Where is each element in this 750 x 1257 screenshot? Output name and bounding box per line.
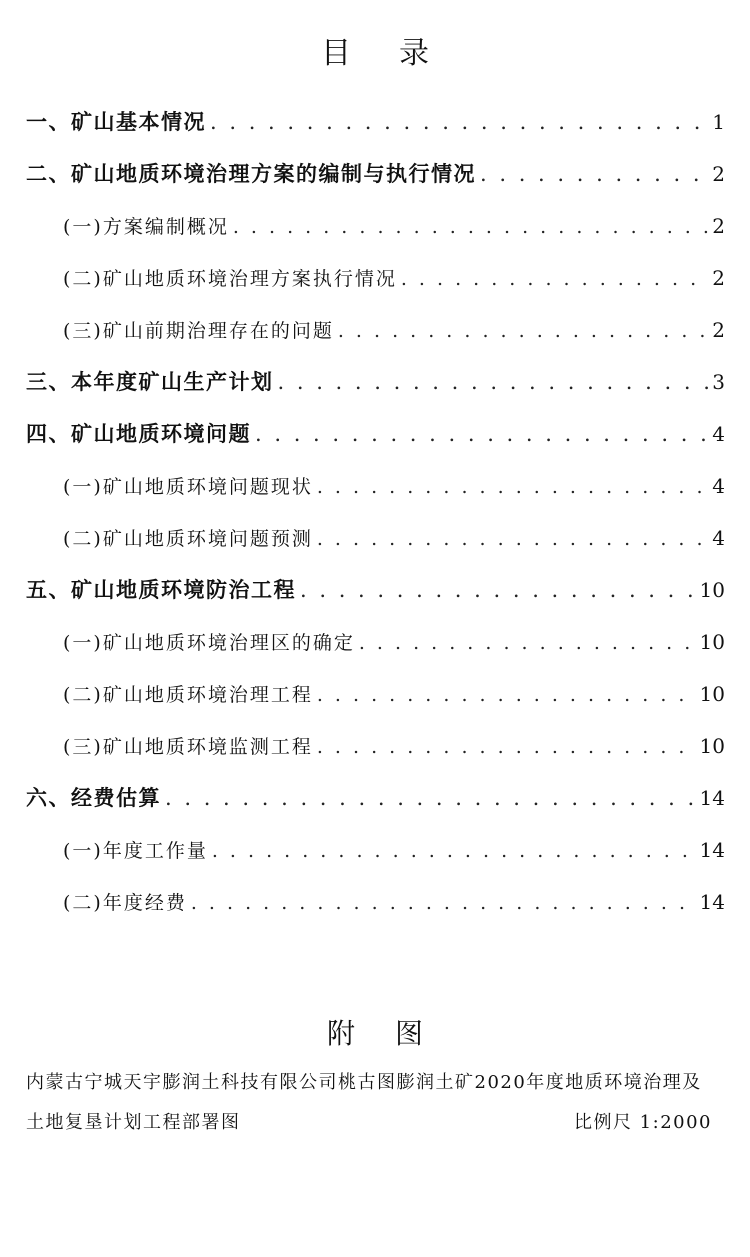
toc-entry-label: (一)矿山地质环境问题现状 [63,476,313,498]
dot-leader [317,467,708,507]
toc-entry-page: 10 [699,578,725,602]
toc-entry[interactable] [26,414,725,454]
toc-subentry[interactable] [63,310,725,350]
toc-entry-page: 2 [712,162,725,186]
toc-entry-page: 14 [699,838,725,862]
toc-entry-page: 2 [712,266,725,290]
toc-entry[interactable] [26,570,725,610]
toc-entry-label: (二)矿山地质环境治理工程 [63,684,313,706]
dot-leader [317,519,708,559]
dot-leader [359,623,696,663]
dot-leader [212,831,696,871]
toc-entry-label: 六、经费估算 [26,785,161,810]
dot-leader [233,207,708,247]
dot-leader [338,311,708,351]
toc-entry-label: 四、矿山地质环境问题 [26,421,251,446]
toc-entry-label: (三)矿山地质环境监测工程 [63,736,313,758]
toc-entry-label: 二、矿山地质环境治理方案的编制与执行情况 [26,161,476,186]
toc-entry-page: 4 [712,526,725,550]
toc-entry[interactable] [26,154,725,194]
toc-entry-page: 2 [712,318,725,342]
toc-entry-page: 3 [712,370,725,394]
appendix-title: 附图 [326,1017,463,1050]
toc-entry-label: (二)年度经费 [63,892,187,914]
dot-leader [210,102,708,142]
dot-leader [317,675,696,715]
toc-subentry[interactable] [63,882,725,922]
toc-subentry[interactable] [63,622,725,662]
toc-subentry[interactable] [63,674,725,714]
toc-entry-label: 三、本年度矿山生产计划 [26,369,274,394]
dot-leader [480,154,708,194]
toc-entry-page: 14 [699,786,725,810]
dot-leader [317,727,696,767]
toc-entry-label: (一)方案编制概况 [63,216,229,238]
toc-entry-label: (一)年度工作量 [63,840,208,862]
toc-entry[interactable] [26,102,725,142]
dot-leader [191,883,696,923]
appendix-caption-line-2: 土地复垦计划工程部署图 [26,1112,241,1133]
toc-entry-label: 一、矿山基本情况 [26,109,206,134]
toc-entry-page: 4 [712,474,725,498]
toc-subentry[interactable] [63,726,725,766]
toc-entry-page: 4 [712,422,725,446]
toc-subentry[interactable] [63,206,725,246]
toc-subentry[interactable] [63,830,725,870]
toc-entry-label: (二)矿山地质环境治理方案执行情况 [63,268,397,290]
scale-label: 比例尺 1:2000 [573,1112,712,1133]
toc-entry-page: 10 [699,682,725,706]
toc-entry-page: 1 [712,110,725,134]
dot-leader [278,362,709,402]
toc-subentry[interactable] [63,466,725,506]
toc-entry-page: 10 [699,630,725,654]
toc-entry-label: (二)矿山地质环境问题预测 [63,528,313,550]
toc-title: 目录 [321,36,477,71]
toc-entry-label: 五、矿山地质环境防治工程 [26,577,296,602]
dot-leader [300,570,696,610]
toc-entry-label: (一)矿山地质环境治理区的确定 [63,632,355,654]
toc-entry-page: 2 [712,214,725,238]
toc-subentry[interactable] [63,258,725,298]
toc-subentry[interactable] [63,518,725,558]
toc-entry[interactable] [26,778,725,818]
dot-leader [401,259,708,299]
appendix-caption-line-1: 内蒙古宁城天宇膨润土科技有限公司桃古图膨润土矿2020年度地质环境治理及 [26,1072,702,1093]
toc-entry-page: 14 [699,890,725,914]
toc-entry-label: (三)矿山前期治理存在的问题 [63,320,334,342]
dot-leader [165,778,696,818]
toc-entry-page: 10 [699,734,725,758]
toc-entry[interactable] [26,362,725,402]
dot-leader [255,414,708,454]
